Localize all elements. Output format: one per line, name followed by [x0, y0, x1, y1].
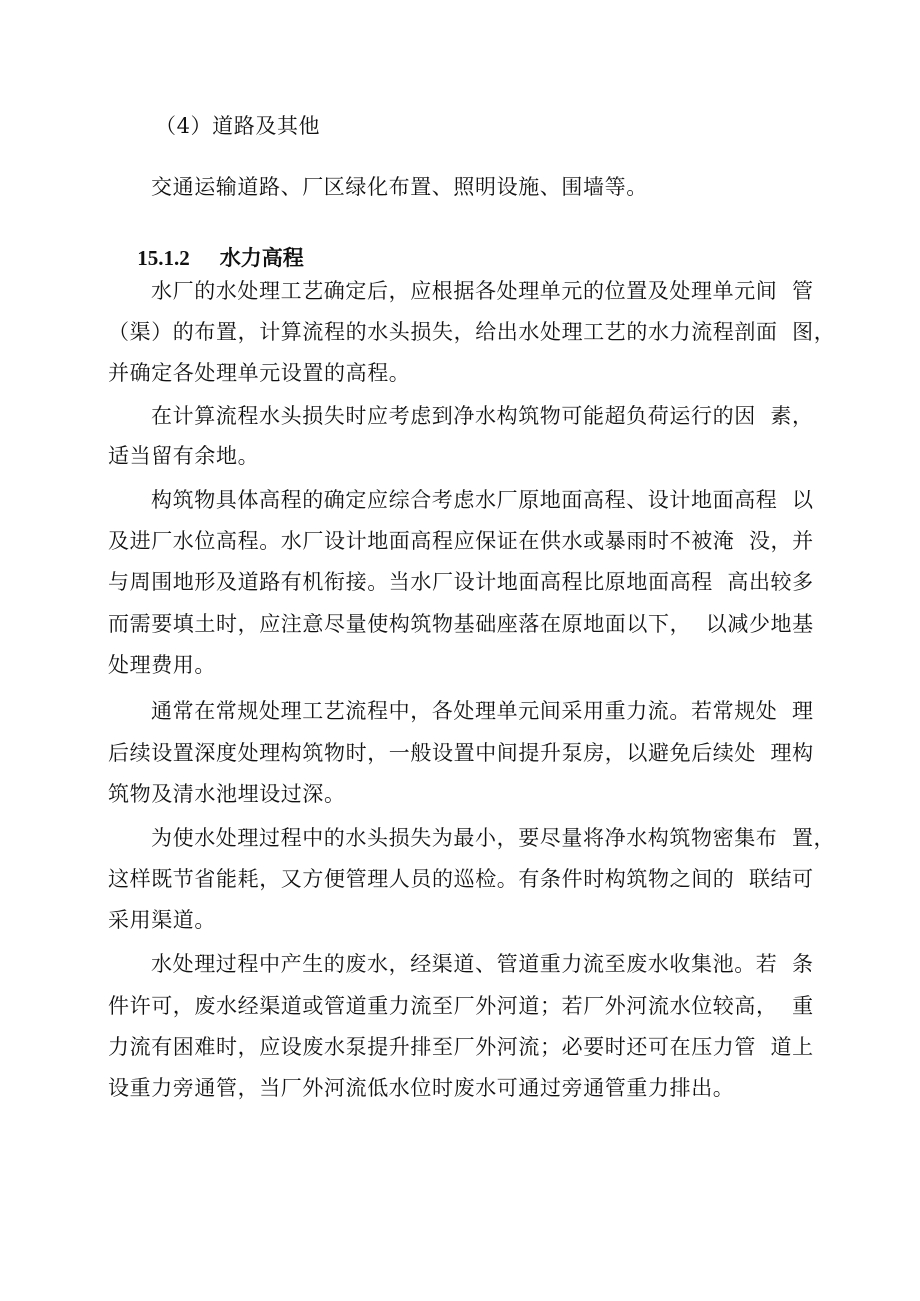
paragraph-line: 构筑物具体高程的确定应综合考虑水厂原地面高程、设计地面高程 以	[151, 488, 814, 512]
paragraph-line: 并确定各处理单元设置的高程。	[108, 361, 411, 385]
paragraph-line: （渠）的布置，计算流程的水头损失，给出水处理工艺的水力流程剖面 图，	[108, 320, 836, 344]
paragraph-line: 而需要填土时，应注意尽量使构筑物基础座落在原地面以下， 以减少地基	[108, 612, 814, 636]
subsection-title: （4）道路及其他	[155, 114, 321, 138]
paragraph-line: 设重力旁通管，当厂外河流低水位时废水可通过旁通管重力排出。	[108, 1076, 735, 1100]
paragraph-line: 处理费用。	[108, 653, 216, 677]
paragraph-line: 与周围地形及道路有机衔接。当水厂设计地面高程比原地面高程 高出较多	[108, 570, 814, 594]
paragraph-line: 适当留有余地。	[108, 444, 260, 468]
section-number: 15.1.2	[137, 246, 190, 270]
paragraph-line: 件许可，废水经渠道或管道重力流至厂外河道；若厂外河流水位较高， 重	[108, 994, 814, 1018]
paragraph-line: 筑物及清水池埋设过深。	[108, 782, 346, 806]
paragraph-line: 后续设置深度处理构筑物时，一般设置中间提升泵房，以避免后续处 理构	[108, 741, 814, 765]
paragraph-line: 水厂的水处理工艺确定后，应根据各处理单元的位置及处理单元间 管	[151, 279, 814, 303]
paragraph-line: 这样既节省能耗，又方便管理人员的巡检。有条件时构筑物之间的 联结可	[108, 867, 814, 891]
paragraph-line: 通常在常规处理工艺流程中，各处理单元间采用重力流。若常规处 理	[151, 699, 814, 723]
paragraph-line: 在计算流程水头损失时应考虑到净水构筑物可能超负荷运行的因 素，	[151, 404, 814, 428]
subsection-text: 交通运输道路、厂区绿化布置、照明设施、围墙等。	[151, 175, 648, 199]
paragraph-line: 为使水处理过程中的水头损失为最小，要尽量将净水构筑物密集布 置，	[151, 826, 836, 850]
paragraph-line: 力流有困难时，应设废水泵提升排至厂外河流；必要时还可在压力管 道上	[108, 1035, 814, 1059]
paragraph-line: 采用渠道。	[108, 908, 216, 932]
paragraph-line: 水处理过程中产生的废水，经渠道、管道重力流至废水收集池。若 条	[151, 952, 814, 976]
paragraph-line: 及进厂水位高程。水厂设计地面高程应保证在供水或暴雨时不被淹 没，并	[108, 529, 814, 553]
section-title: 水力高程	[219, 245, 304, 270]
